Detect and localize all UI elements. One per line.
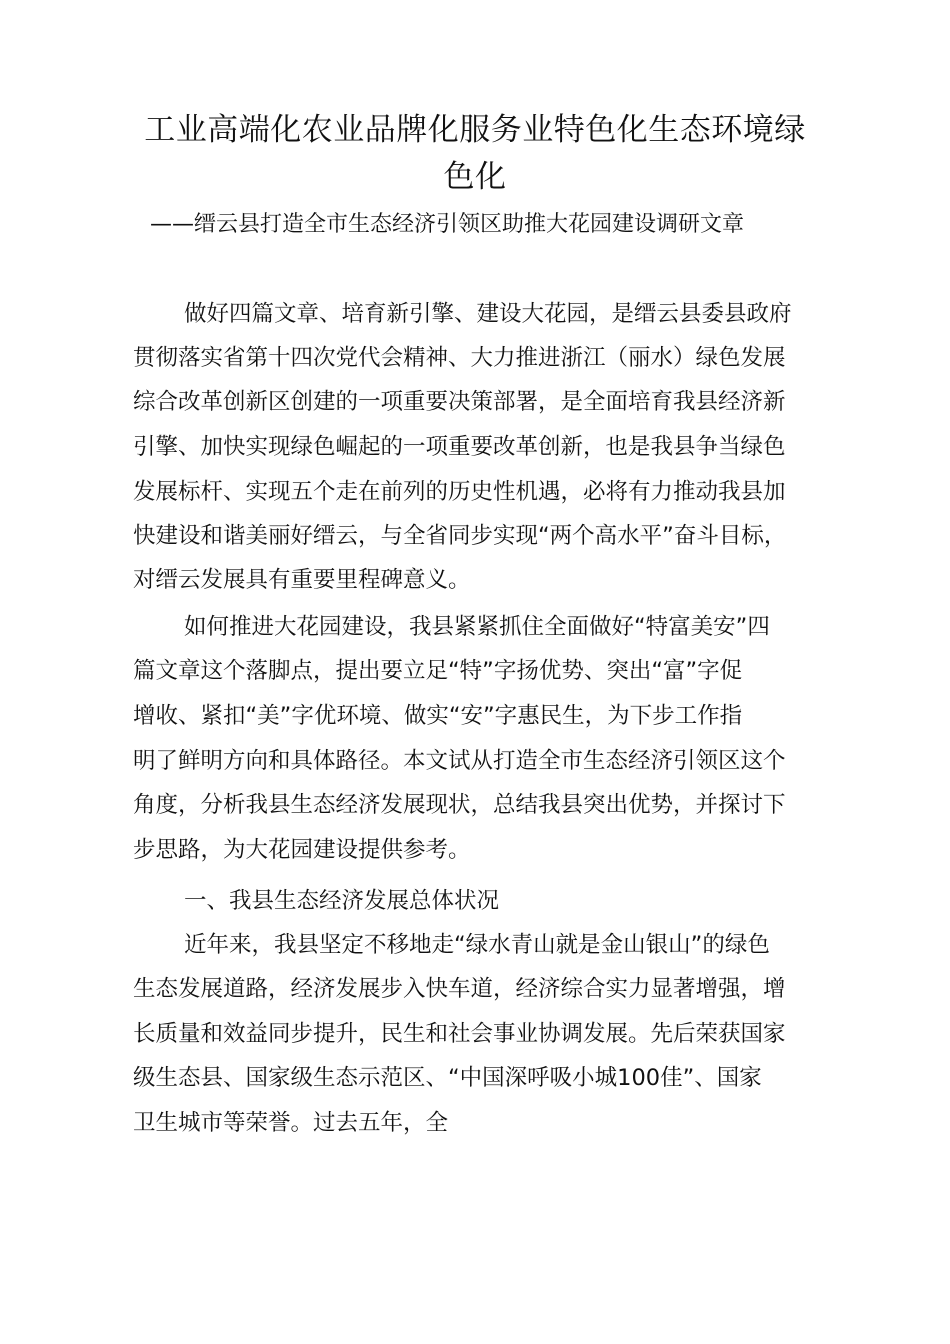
paragraph-3-line: 近年来，我县坚定不移地走“绿水青山就是金山银山”的绿色 <box>184 932 770 958</box>
document-title-line-1: 工业高端化农业品牌化服务业特色化生态环境绿 <box>144 112 806 148</box>
paragraph-2-line: 明了鲜明方向和具体路径。本文试从打造全市生态经济引领区这个 <box>133 748 786 774</box>
paragraph-3-line: 长质量和效益同步提升，民生和社会事业协调发展。先后荣获国家 <box>133 1021 786 1047</box>
paragraph-3-line: 卫生城市等荣誉。过去五年，全 <box>133 1110 449 1136</box>
paragraph-1-line: 贯彻落实省第十四次党代会精神、大力推进浙江（丽水）绿色发展 <box>133 345 786 371</box>
paragraph-2-line: 增收、紧扣“美”字优环境、做实“安”字惠民生，为下步工作指 <box>133 703 743 729</box>
paragraph-1-line: 发展标杆、实现五个走在前列的历史性机遇，必将有力推动我县加 <box>133 479 786 505</box>
paragraph-3-line: 级生态县、国家级生态示范区、“中国深呼吸小城100佳”、国家 <box>133 1065 762 1091</box>
paragraph-2-line: 角度，分析我县生态经济发展现状，总结我县突出优势，并探讨下 <box>133 792 786 818</box>
document-title-line-2: 色化 <box>443 159 507 195</box>
paragraph-1-line: 引擎、加快实现绿色崛起的一项重要改革创新，也是我县争当绿色 <box>133 434 786 460</box>
paragraph-2-line: 篇文章这个落脚点，提出要立足“特”字扬优势、突出“富”字促 <box>133 658 743 684</box>
paragraph-2-line: 步思路，为大花园建设提供参考。 <box>133 837 471 863</box>
section-heading: 一、我县生态经济发展总体状况 <box>184 888 500 914</box>
paragraph-1-line: 做好四篇文章、培育新引擎、建设大花园，是缙云县委县政府 <box>184 301 792 327</box>
paragraph-1-line: 对缙云发展具有重要里程碑意义。 <box>133 567 471 593</box>
document-subtitle: ——缙云县打造全市生态经济引领区助推大花园建设调研文章 <box>150 212 745 237</box>
paragraph-2-line: 如何推进大花园建设，我县紧紧抓住全面做好“特富美安”四 <box>184 614 770 640</box>
paragraph-3-line: 生态发展道路，经济发展步入快车道，经济综合实力显著增强，增 <box>133 976 786 1002</box>
paragraph-1-line: 快建设和谐美丽好缙云，与全省同步实现“两个高水平”奋斗目标， <box>133 523 787 549</box>
paragraph-1-line: 综合改革创新区创建的一项重要决策部署，是全面培育我县经济新 <box>133 389 786 415</box>
